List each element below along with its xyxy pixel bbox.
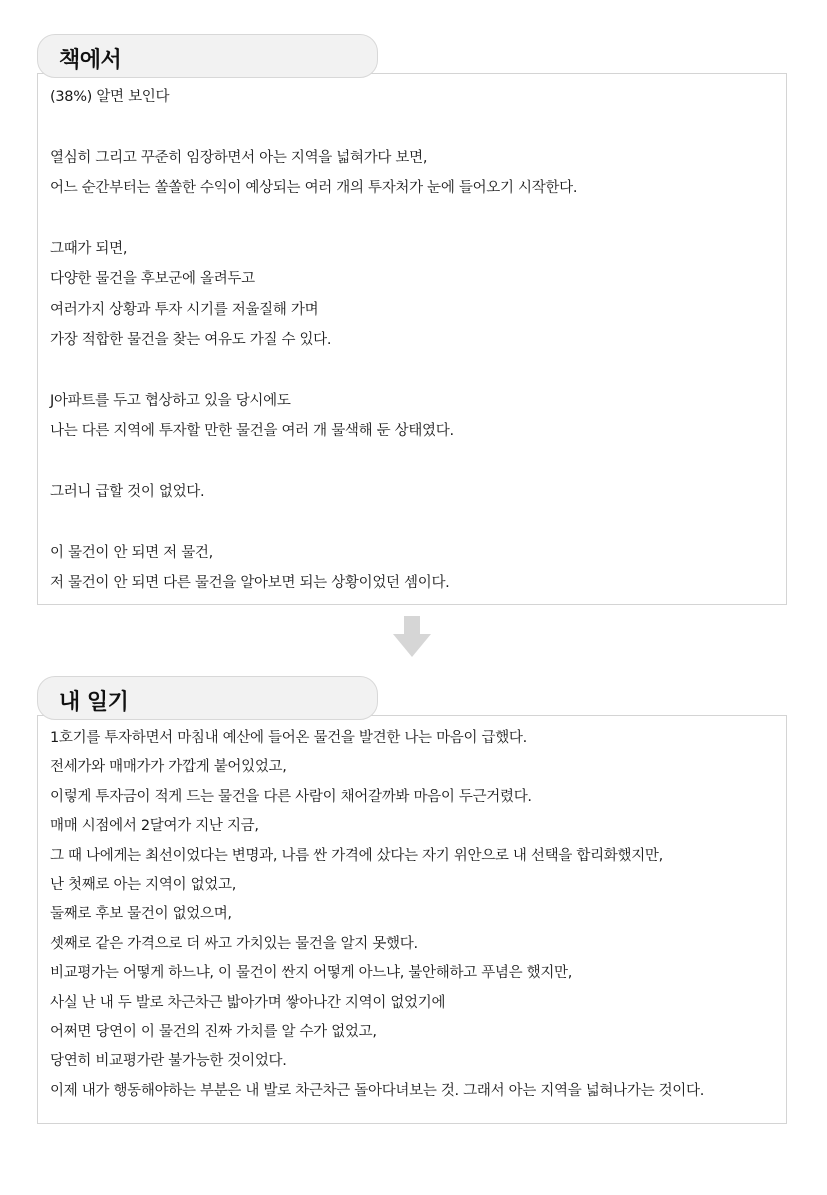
- diary-text-line: 둘째로 후보 물건이 없었으며,: [50, 906, 232, 923]
- diary-text-line: 난 첫째로 아는 지역이 없었고,: [50, 877, 237, 893]
- book-text-line: 나는 다른 지역에 투자할 만한 물건을 여러 개 물색해 둔 상태였다.: [50, 423, 454, 440]
- book-text-line: 그때가 되면,: [50, 241, 128, 257]
- diary-text-line: 셋째로 같은 가격으로 더 싸고 가치있는 물건을 알지 못했다.: [50, 935, 418, 952]
- diary-text-line: 이제 내가 행동해야하는 부분은 내 발로 차근차근 돌아다녀보는 것. 그래서 아는 지역을 넓혀나가는 것이다.: [50, 1082, 705, 1099]
- diary-text-line: 어쩌면 당연이 이 물건의 진짜 가치를 알 수가 없었고,: [50, 1024, 377, 1040]
- book-text-line: 가장 적합한 물건을 찾는 여유도 가질 수 있다.: [50, 332, 332, 349]
- diary-text-line: 이렇게 투자금이 적게 드는 물건을 다른 사람이 채어갈까봐 마음이 두근거렸다.: [50, 788, 532, 805]
- book-text-line: (38%) 알면 보인다: [50, 89, 170, 105]
- book-text-line: 저 물건이 안 되면 다른 물건을 알아보면 되는 상황이었던 셈이다.: [50, 575, 450, 592]
- diary-text-line: 1호기를 투자하면서 마침내 예산에 들어온 물건을 발견한 나는 마음이 급했다.: [50, 730, 527, 746]
- diary-text-line: 당연히 비교평가란 불가능한 것이었다.: [50, 1053, 287, 1070]
- diary-text-line: 그 때 나에게는 최선이었다는 변명과, 나름 싼 가격에 샀다는 자기 위안으로 내 선택을 합리화했지만,: [50, 847, 663, 864]
- book-section-tab: [37, 34, 378, 78]
- book-text-line: 다양한 물건을 후보군에 올려두고: [50, 271, 255, 288]
- diary-text-line: 전세가와 매매가가 가깝게 붙어있었고,: [50, 759, 287, 776]
- down-arrow-icon: [391, 616, 433, 658]
- book-text-line: 그러니 급할 것이 없었다.: [50, 484, 205, 501]
- book-text-line: 여러가지 상황과 투자 시기를 저울질해 가며: [50, 301, 319, 318]
- book-text-line: 열심히 그리고 꾸준히 임장하면서 아는 지역을 넓혀가다 보면,: [50, 149, 428, 166]
- diary-section-tab: [37, 676, 378, 720]
- book-text-line: J아파트를 두고 협상하고 있을 당시에도: [50, 393, 291, 409]
- diary-text-line: 사실 난 내 두 발로 차근차근 밟아가며 쌓아나간 지역이 없었기에: [50, 994, 446, 1011]
- book-text-line: 어느 순간부터는 쏠쏠한 수익이 예상되는 여러 개의 투자처가 눈에 들어오기 시작한다.: [50, 180, 578, 197]
- book-text-line: 이 물건이 안 되면 저 물건,: [50, 545, 213, 561]
- book-section-title: 책에서: [59, 48, 122, 73]
- diary-note-box: [37, 715, 787, 1124]
- book-quote-box: [37, 73, 787, 605]
- diary-text-line: 비교평가는 어떻게 하느냐, 이 물건이 싼지 어떻게 아느냐, 불안해하고 푸념은 했지만,: [50, 965, 573, 982]
- diary-text-line: 매매 시점에서 2달여가 지난 지금,: [50, 818, 259, 835]
- diary-section-title: 내 일기: [59, 690, 129, 715]
